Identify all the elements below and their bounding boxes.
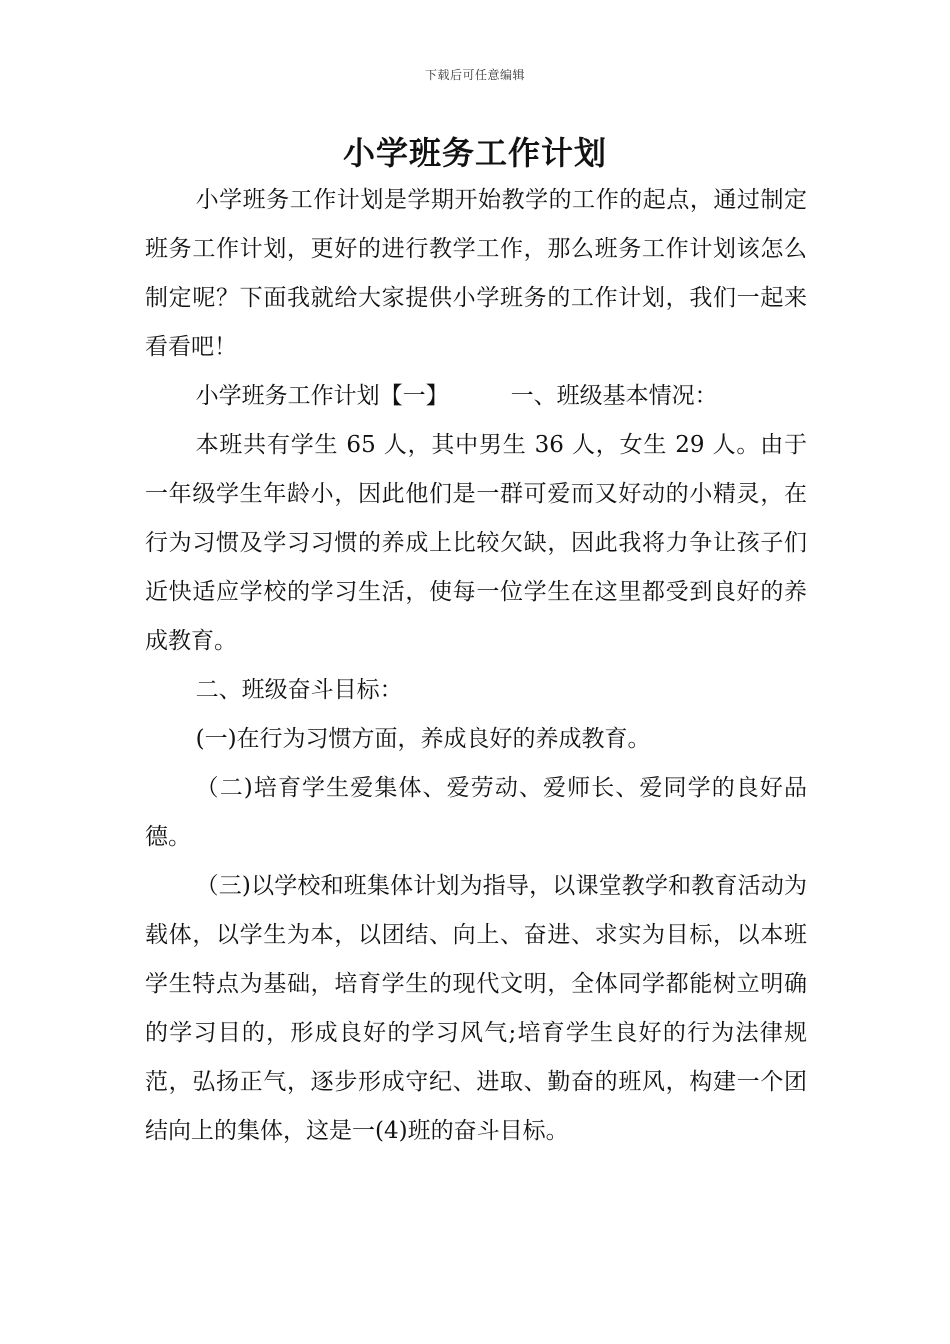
goals-heading: 二、班级奋斗目标： <box>195 677 403 703</box>
class-info-paragraph: 本班共有学生 65 人，其中男生 36 人，女生 29 人。由于一年级学生年龄小，因此他们是一群可爱而又好动的小精灵，在行为习惯及学习习惯的养成上比较欠缺，因此我将力争让孩子们近快适应学校的学习生活，使每一位学生在这里都受到良好的养成教育。 <box>145 432 807 654</box>
document-body <box>145 176 807 1156</box>
document-title: 小学班务工作计划 <box>342 134 607 172</box>
plan-section-title: 小学班务工作计划【一】 <box>195 383 449 409</box>
intro-paragraph: 小学班务工作计划是学期开始教学的工作的起点，通过制定班务工作计划，更好的进行教学工作，那么班务工作计划该怎么制定呢？下面我就给大家提供小学班务的工作计划，我们一起来看看吧！ <box>145 187 807 360</box>
section-heading-line <box>145 372 807 421</box>
goal-item-3: （三)以学校和班集体计划为指导，以课堂教学和教育活动为载体，以学生为本，以团结、向上、奋进、求实为目标，以本班学生特点为基础，培育学生的现代文明，全体同学都能树立明确的学习目的，形成良好的学习风气;培育学生良好的行为法律规范，弘扬正气，逐步形成守纪、进取、勤奋的班风，构建一个团结向上的集体，这是一(4)班的奋斗目标。 <box>145 873 807 1144</box>
goal-item-1: (一)在行为习惯方面，养成良好的养成教育。 <box>195 726 651 752</box>
header-note: 下载后可任意编辑 <box>424 68 525 82</box>
goal-item-2: （二)培育学生爱集体、爱劳动、爱师长、爱同学的良好品德。 <box>145 775 807 850</box>
basic-info-heading: 一、班级基本情况： <box>510 383 718 409</box>
